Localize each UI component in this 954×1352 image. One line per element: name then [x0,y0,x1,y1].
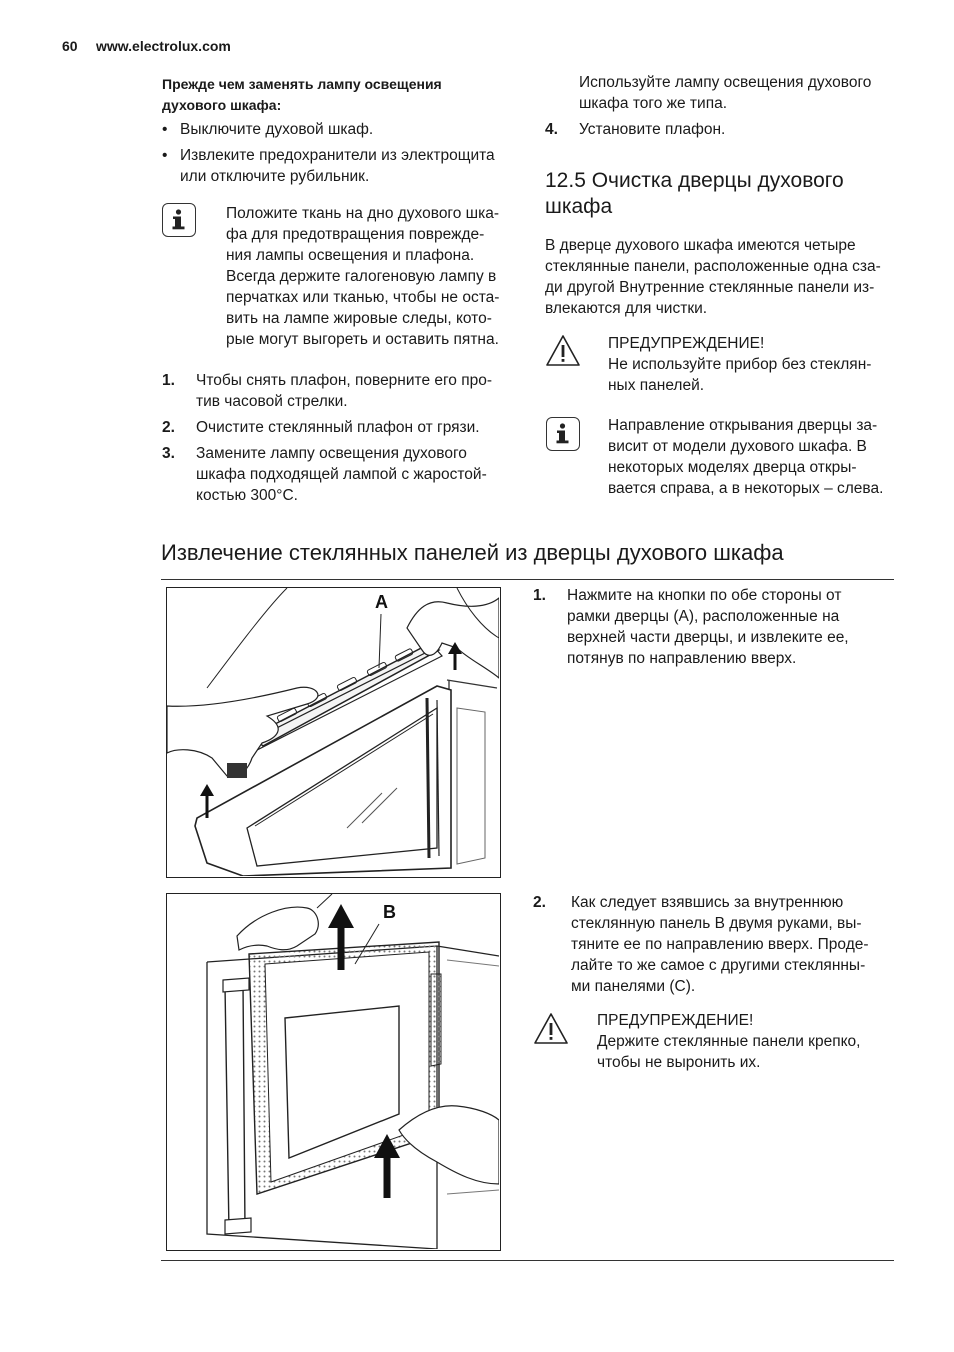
page-number: 60 [62,38,78,54]
site-url: www.electrolux.com [96,38,231,54]
info-note [226,203,526,350]
list-item: 2. Очистите стеклянный плафон от грязи. [162,419,480,436]
lamp-before-title-line1: Прежде чем заменять лампу освещения [162,76,442,92]
arrow-up-icon [200,784,214,796]
info-icon [546,417,580,451]
list-item: 4. Установите плафон. [545,121,726,138]
lamp-steps [162,370,522,506]
figure-glass-panel [166,893,501,1251]
removal-heading: Извлечение стеклянных панелей из дверцы духового шкафа [161,540,784,565]
note-line: рые могут выгореть и оставить пятна. [226,331,499,348]
divider [161,579,894,580]
figure-label-b: B [383,902,396,922]
lamp-before-title-line2: духового шкафа: [162,97,282,113]
divider [161,1260,894,1261]
section-intro: В дверце духового шкафа имеются четыре стеклянные панели, расположенные одна сза- ди другой Внутренние стеклянные панели из- влекаются для чистки. [545,237,881,317]
warning-block: ПРЕДУПРЕЖДЕНИЕ! Не используйте прибор без стеклян- ных панелей. [608,333,908,396]
figure-door-frame [166,587,501,878]
arrow-up-icon [328,904,354,928]
list-item: 1. Чтобы снять плафон, поверните его про- тив часовой стрелки. [162,372,493,410]
list-item: • Извлеките предохранители из электрощита или отключите рубильник. [162,145,522,187]
warning-block-2: ПРЕДУПРЕЖДЕНИЕ! Держите стеклянные панели крепко, чтобы не выронить их. [597,1010,897,1073]
lamp-before-title [162,74,522,116]
door-frame-illustration [167,588,499,876]
note-line: фа для предотвращения поврежде- [226,226,485,243]
glass-panel-illustration [167,894,499,1249]
warning-title: ПРЕДУПРЕЖДЕНИЕ! [608,335,765,352]
removal-step-2: 2. Как следует взявшись за внутреннюю стеклянную панель B двумя руками, вы- тяните ее по направлению вверх. Проде- лайте то же самое с другими стеклянны- ми панелями (C). [533,894,869,995]
note-line: Всегда держите галогеновую лампу в [226,268,497,285]
note-line: Положите ткань на дно духового шка- [226,205,500,222]
warning-title: ПРЕДУПРЕЖДЕНИЕ! [597,1012,754,1029]
bullet-list [162,119,522,187]
bullet-text: Извлеките предохранители из электрощита [180,147,495,164]
bullet-text: или отключите рубильник. [180,168,370,185]
note-line: вить на лампе жировые следы, кото- [226,310,492,327]
warning-icon [545,334,581,368]
figure-label-a: A [375,592,388,612]
list-item: 3. Замените лампу освещения духового шкафа подходящей лампой с жаростой- костью 300°C. [162,445,487,504]
warning-icon [533,1012,569,1046]
section-title: 12.5 Очистка дверцы духового шкафа [545,169,844,218]
note-line: ния лампы освещения и плафона. [226,247,475,264]
info-note-door: Направление открывания дверцы за- висит от модели духового шкафа. В некоторых моделях дверца откры- вается справа, а в некоторых – слева. [608,417,884,497]
lamp-continue: Используйте лампу освещения духового шкафа того же типа. [579,74,872,112]
bullet-text: Выключите духовой шкаф. [180,121,374,138]
section-number: 12.5 [545,169,586,192]
list-item: • Выключите духовой шкаф. [162,121,374,138]
note-line: перчатках или тканью, чтобы не оста- [226,289,500,306]
removal-step-1: 1. Нажмите на кнопки по обе стороны от рамки дверцы (A), расположенные на верхней части дверцы, и извлеките ее, потянув по направлению вверх. [533,587,849,667]
info-icon [162,203,196,237]
